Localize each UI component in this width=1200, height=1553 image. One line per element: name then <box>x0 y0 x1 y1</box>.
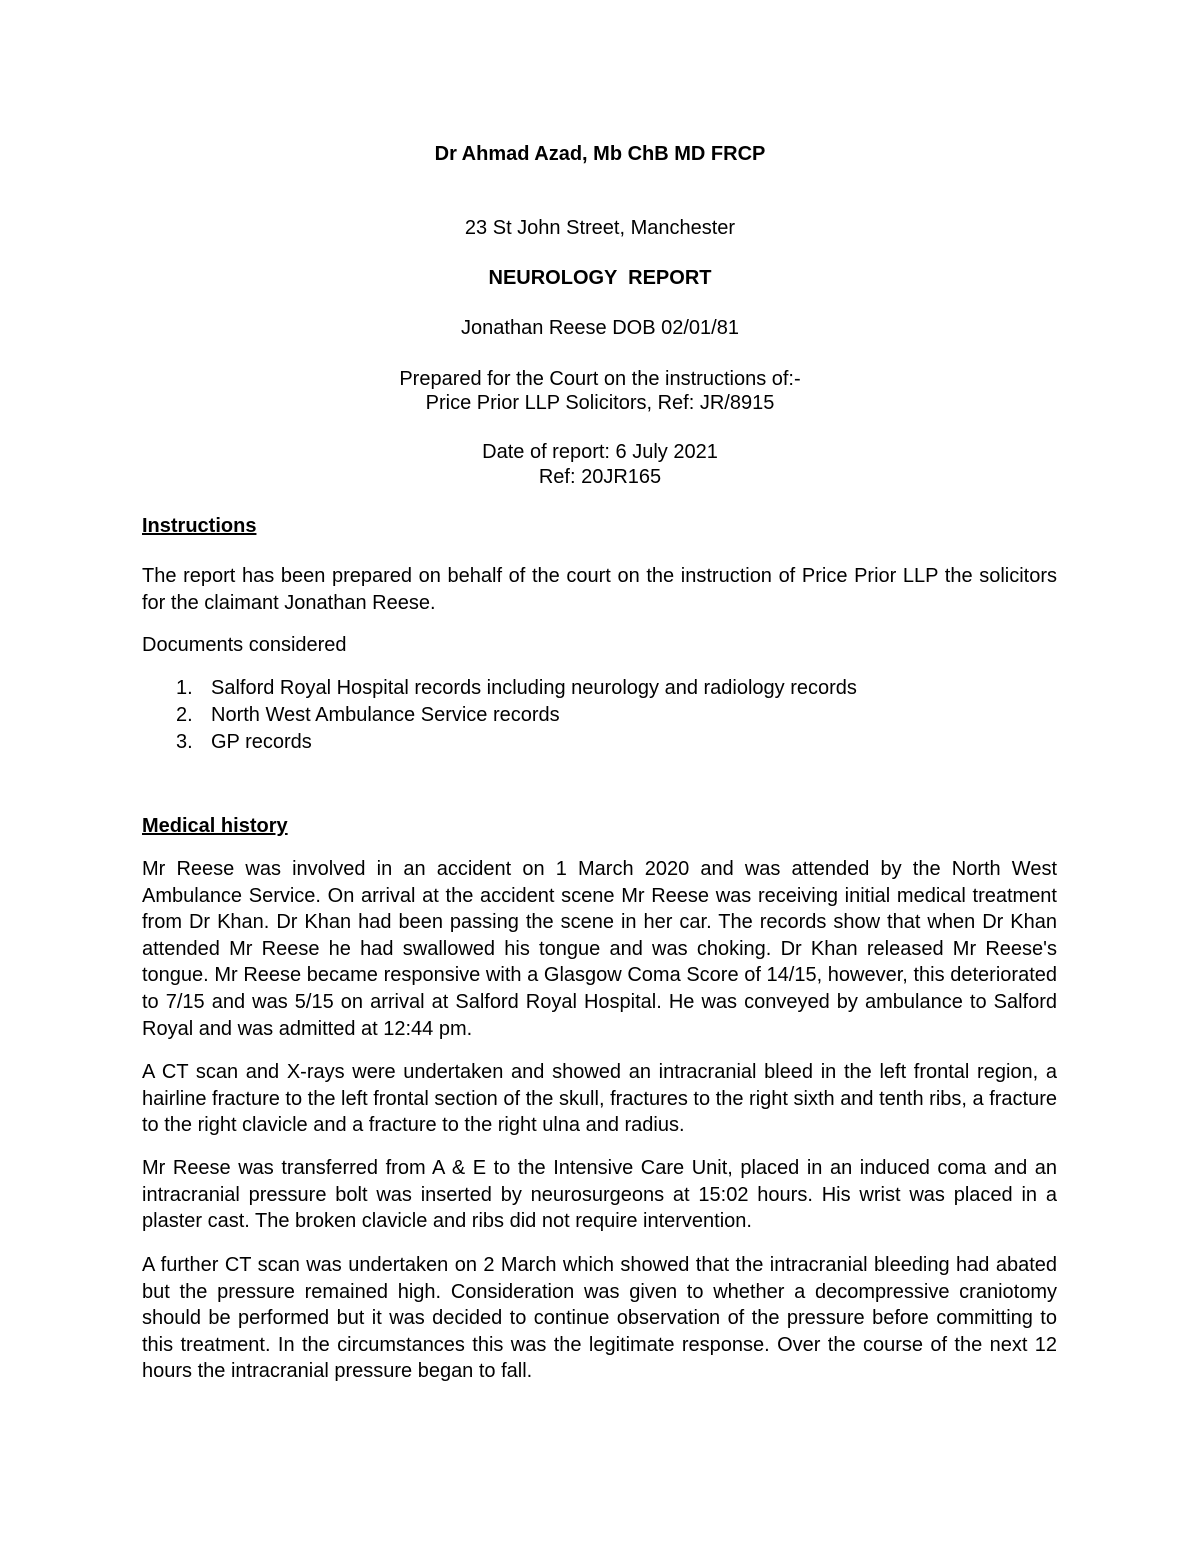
medical-history-paragraph-2: A CT scan and X-rays were undertaken and showed an intracranial bleed in the left frontal region, a hairline fracture to the left frontal section of the skull, fractures to the right sixth and tenth ribs, a fracture to the right clavicle and a fracture to the right ulna and radius. <box>142 1061 1057 1137</box>
author-address: 23 St John Street, Manchester <box>464 217 736 239</box>
documents-label: Documents considered <box>142 634 347 656</box>
solicitors-line: Price Prior LLP Solicitors, Ref: JR/8915 <box>425 392 775 414</box>
instructions-paragraph: The report has been prepared on behalf of the court on the instruction of Price Prior LLP the solicitors for the claimant Jonathan Reese. <box>142 565 1057 614</box>
list-item-text: GP records <box>211 731 312 753</box>
list-item-number: 1. <box>176 677 193 699</box>
list-item-text: North West Ambulance Service records <box>211 704 560 726</box>
instructions-heading: Instructions <box>142 515 257 537</box>
patient-line: Jonathan Reese DOB 02/01/81 <box>461 317 739 339</box>
medical-history-paragraph-3: Mr Reese was transferred from A & E to the Intensive Care Unit, placed in an induced coma and an intracranial pressure bolt was inserted by neurosurgeons at 15:02 hours. His wrist was placed in a plaster cast. The broken clavicle and ribs did not require intervention. <box>142 1157 1057 1233</box>
medical-history-paragraph-4: A further CT scan was undertaken on 2 March which showed that the intracranial bleeding had abated but the pressure remained high. Consideration was given to whether a decompressive craniotomy should be performed but it was decided to continue observation of the pressure before committing to this treatment. In the circumstances this was the legitimate response. Over the course of the next 12 hours the intracranial pressure began to fall. <box>142 1254 1057 1383</box>
report-ref: Ref: 20JR165 <box>538 466 662 488</box>
report-title: NEUROLOGY REPORT <box>488 267 712 289</box>
list-item-text: Salford Royal Hospital records including neurology and radiology records <box>211 677 857 699</box>
author-name: Dr Ahmad Azad, Mb ChB MD FRCP <box>434 143 766 165</box>
medical-history-heading: Medical history <box>142 815 288 837</box>
prepared-for-line: Prepared for the Court on the instructions of:- <box>399 368 801 390</box>
list-item-number: 2. <box>176 704 193 726</box>
report-date: Date of report: 6 July 2021 <box>482 441 718 463</box>
list-item-number: 3. <box>176 731 193 753</box>
medical-history-paragraph-1: Mr Reese was involved in an accident on 1 March 2020 and was attended by the North West Ambulance Service. On arrival at the accident scene Mr Reese was receiving initial medical treatment from Dr Khan. Dr Khan had been passing the scene in her car. The records show that when Dr Khan attended Mr Reese he had swallowed his tongue and was choking. Dr Khan released Mr Reese's tongue. Mr Reese became responsive with a Glasgow Coma Score of 14/15, however, this deteriorated to 7/15 and was 5/15 on arrival at Salford Royal Hospital. He was conveyed by ambulance to Salford Royal and was admitted at 12:44 pm. <box>142 858 1057 1040</box>
